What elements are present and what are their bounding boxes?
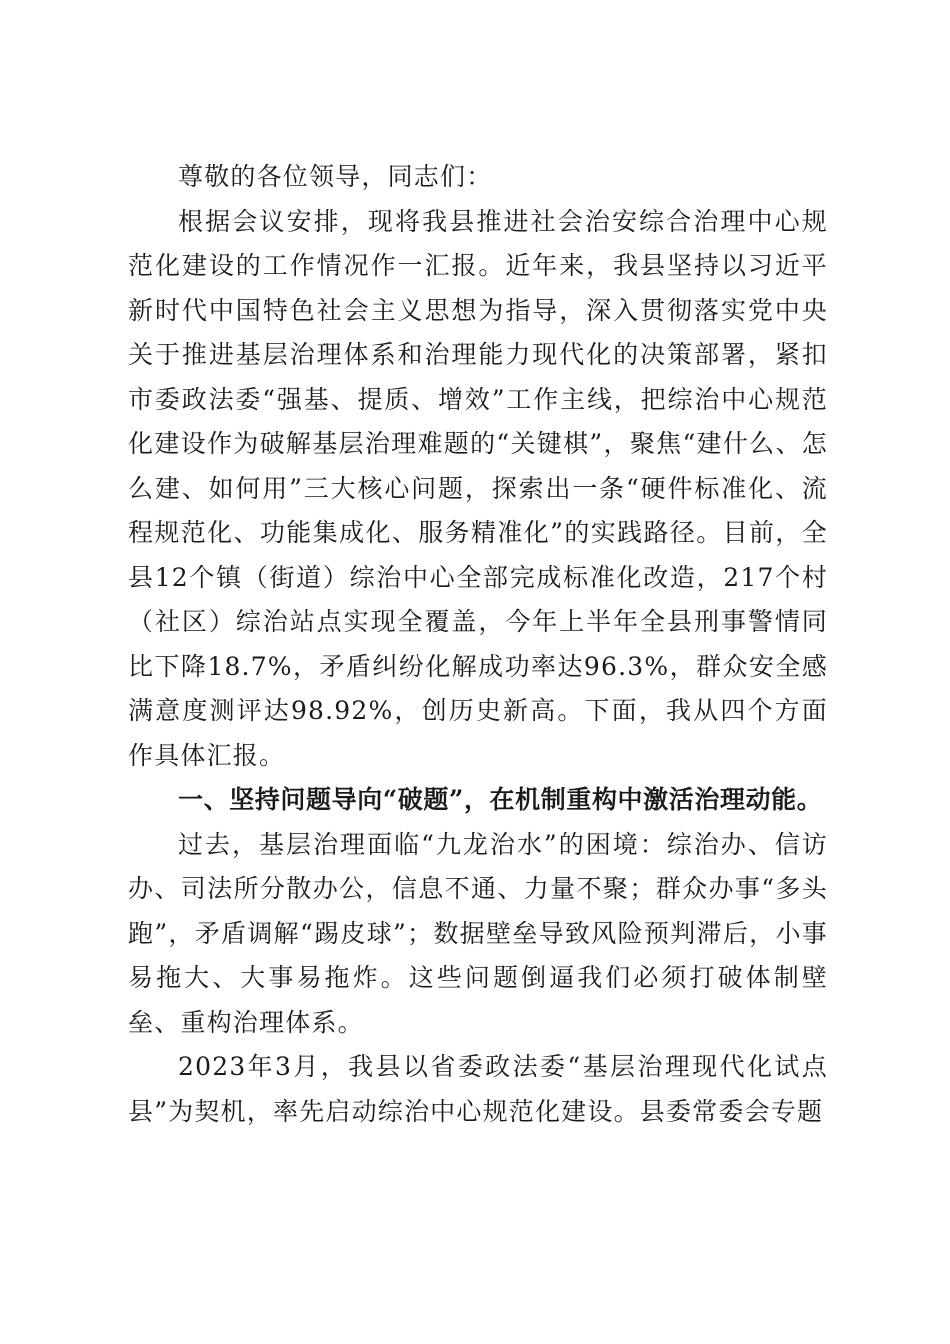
section-heading-1: 一、坚持问题导向“破题”，在机制重构中激活治理动能。 — [178, 785, 823, 814]
document-body — [128, 155, 828, 1134]
section-1-paragraph-2: 2023年3月，我县以省委政法委“基层治理现代化试点县”为契机，率先启动综治中心规范化建设。县委常委会专题 — [128, 1052, 828, 1126]
salutation: 尊敬的各位领导，同志们： — [178, 162, 493, 191]
section-1-paragraph-1: 过去，基层治理面临“九龙治水”的困境：综治办、信访办、司法所分散办公，信息不通、力量不聚；群众办事“多头跑”，矛盾调解“踢皮球”；数据壁垒导致风险预判滞后，小事易拖大、大事易拖炸。这些问题倒逼我们必须打破体制壁垒、重构治理体系。 — [128, 829, 828, 1037]
intro-paragraph: 根据会议安排，现将我县推进社会治安综合治理中心规范化建设的工作情况作一汇报。近年来，我县坚持以习近平新时代中国特色社会主义思想为指导，深入贯彻落实党中央关于推进基层治理体系和治理能力现代化的决策部署，紧扣市委政法委“强基、提质、增效”工作主线，把综治中心规范化建设作为破解基层治理难题的“关键棋”，聚焦“建什么、怎么建、如何用”三大核心问题，探索出一条“硬件标准化、流程规范化、功能集成化、服务精准化”的实践路径。目前，全县12个镇（街道）综治中心全部完成标准化改造，217个村（社区）综治站点实现全覆盖，今年上半年全县刑事警情同比下降18.7%，矛盾纠纷化解成功率达96.3%，群众安全感满意度测评达98.92%，创历史新高。下面，我从四个方面作具体汇报。 — [128, 206, 828, 770]
